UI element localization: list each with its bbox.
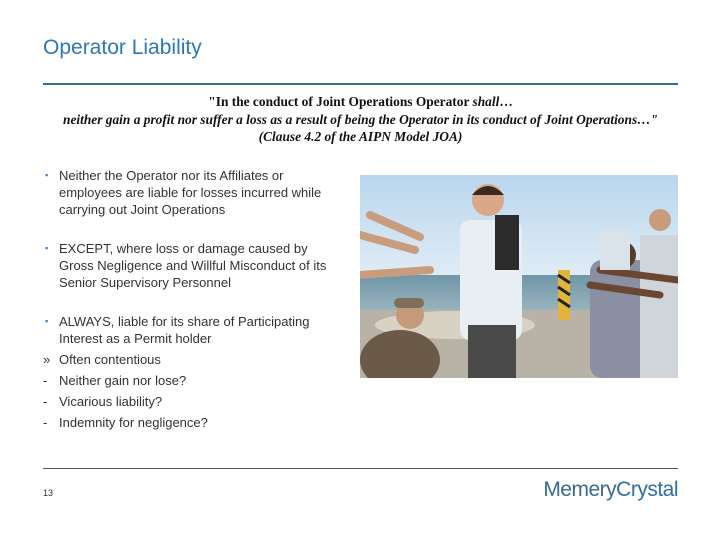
quote-line1 xyxy=(208,94,512,109)
photo-bystander xyxy=(600,230,630,270)
photo-speaker-trousers xyxy=(468,325,516,378)
chevron-double-icon: » xyxy=(43,352,51,367)
sub-item xyxy=(43,414,343,431)
bullet-square-icon: ▪ xyxy=(45,170,49,180)
bullet-item xyxy=(43,167,343,218)
sub-item xyxy=(43,393,343,410)
quote-line1-suffix: … xyxy=(499,94,513,109)
photo-person-far-right xyxy=(640,235,678,378)
photo-microphones xyxy=(495,215,519,270)
bullet-text: Neither the Operator nor its Affiliates or employees are liable for losses incurred while carrying out Joint Operations xyxy=(59,168,322,217)
title-divider xyxy=(43,83,678,85)
bullet-square-icon: ▪ xyxy=(45,316,49,326)
dash-marker: - xyxy=(43,415,48,430)
logo-word-crystal: Crystal xyxy=(616,478,678,501)
joa-quote xyxy=(43,93,678,146)
quote-line1-emphasis: shall xyxy=(472,94,500,109)
sub-item-text: Indemnity for negligence? xyxy=(59,415,208,430)
dash-marker: - xyxy=(43,394,48,409)
bullet-list xyxy=(43,167,343,435)
sub-item xyxy=(43,372,343,389)
sub-item-text: Vicarious liability? xyxy=(59,394,163,409)
bullet-item xyxy=(43,240,343,291)
bullet-square-icon: ▪ xyxy=(45,243,49,253)
bullet-item xyxy=(43,313,343,347)
memery-crystal-logo xyxy=(543,478,678,502)
page-number: 13 xyxy=(43,488,54,498)
quote-line1-prefix: "In the conduct of Joint Operations Operator xyxy=(208,94,473,109)
footer-divider xyxy=(43,468,678,469)
bullet-text: EXCEPT, where loss or damage caused by Gross Negligence and Willful Misconduct of its Senior Supervisory Personnel xyxy=(59,241,327,290)
dash-marker: - xyxy=(43,373,48,388)
sub-item-text: Neither gain nor lose? xyxy=(59,373,187,388)
photo-reporter-left-cap xyxy=(394,298,424,308)
logo-word-memery: Memery xyxy=(543,478,617,501)
sub-heading-text: Often contentious xyxy=(59,352,161,367)
quote-line2: neither gain a profit nor suffer a loss as a result of being the Operator in its conduct of Joint Operations…" xyxy=(63,111,658,127)
sub-heading xyxy=(43,351,343,368)
bullet-text: ALWAYS, liable for its share of Participating Interest as a Permit holder xyxy=(59,314,310,346)
press-conference-photo xyxy=(360,175,678,378)
slide-title: Operator Liability xyxy=(43,36,202,59)
quote-citation: (Clause 4.2 of the AIPN Model JOA) xyxy=(258,129,463,144)
photo-person-far-right-head xyxy=(649,209,671,231)
